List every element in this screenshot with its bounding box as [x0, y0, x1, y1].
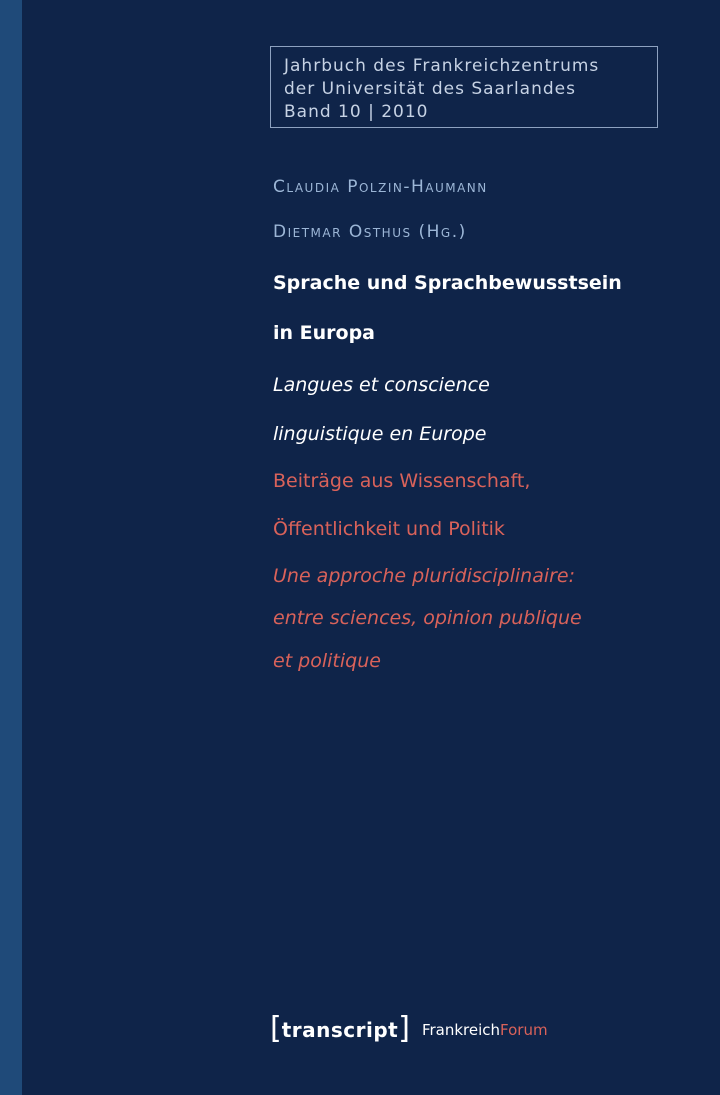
series-line-2: der Universität des Saarlandes — [284, 79, 576, 99]
subtitle-french-line-1: Une approche pluridisciplinaire: — [273, 565, 576, 587]
title-french-line-2: linguistique en Europe — [273, 423, 487, 445]
author-2: Dietmar Osthus (Hg.) — [273, 222, 467, 242]
series-box — [270, 46, 658, 128]
title-german-line-1: Sprache und Sprachbewusstsein — [273, 272, 622, 294]
imprint-name-part1: Frankreich — [421, 1021, 501, 1039]
title-german-line-2: in Europa — [273, 322, 376, 344]
series-line-1: Jahrbuch des Frankreichzentrums — [284, 56, 600, 76]
series-line-3: Band 10 | 2010 — [284, 102, 429, 122]
subtitle-german-line-1: Beiträge aus Wissenschaft, — [273, 470, 531, 492]
logo-bracket-open: [ — [270, 1011, 282, 1046]
title-french-line-1: Langues et conscience — [273, 374, 490, 396]
imprint-name — [422, 1021, 548, 1039]
subtitle-french-line-3: et politique — [273, 650, 381, 672]
book-spine-strip — [0, 0, 22, 1095]
subtitle-german-line-2: Öffentlichkeit und Politik — [273, 518, 505, 540]
logo-bracket-close: ] — [398, 1011, 410, 1046]
imprint-name-part2: Forum — [500, 1021, 548, 1039]
author-1: Claudia Polzin-Haumann — [273, 177, 488, 197]
subtitle-french-line-2: entre sciences, opinion publique — [273, 607, 582, 629]
publisher-logo — [270, 1010, 548, 1050]
book-cover — [22, 0, 720, 1095]
publisher-name: transcript — [281, 1018, 399, 1042]
